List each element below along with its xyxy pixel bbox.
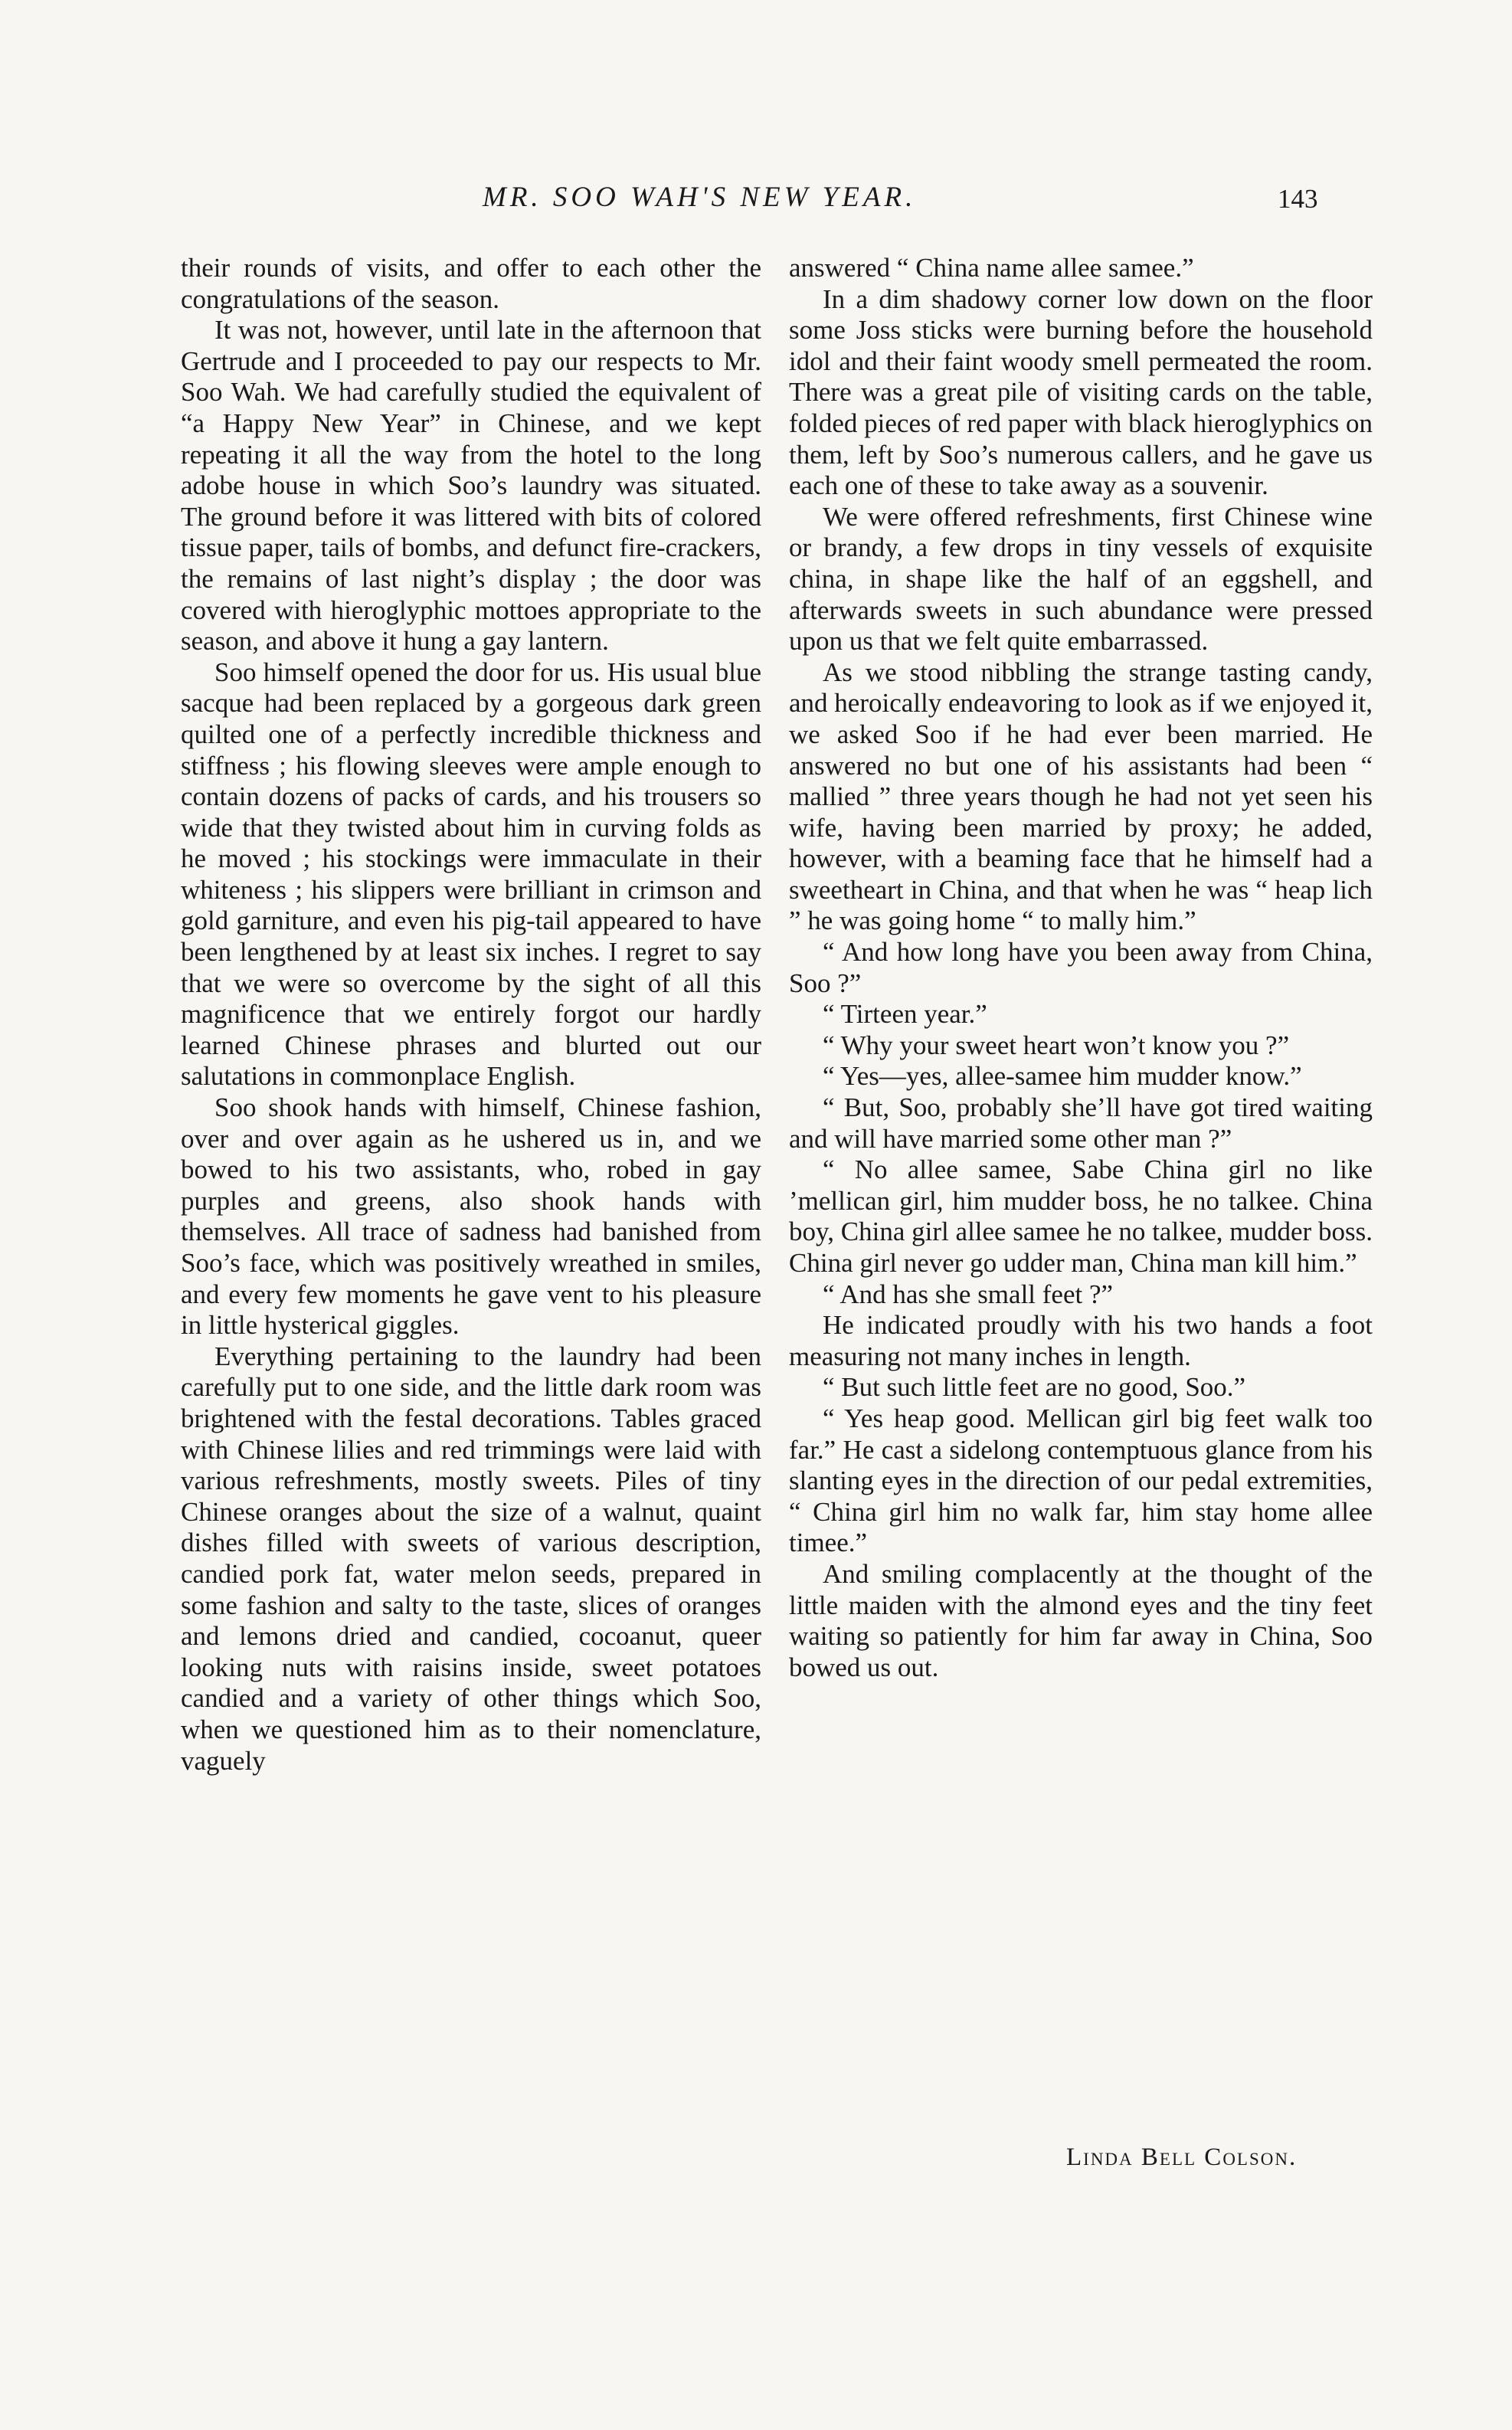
paragraph: He indicated proudly with his two hands a foot measuring not many inches in length.: [789, 1310, 1373, 1371]
paragraph: answered “ China name allee samee.”: [789, 253, 1194, 283]
paragraph: “ Why your sweet heart won’t know you ?”: [823, 1030, 1290, 1060]
paragraph: “ Yes heap good. Mellican girl big feet walk too far.” He cast a sidelong contemptuous glance from his slanting eyes in the direction of our pedal extremities, “ China girl him no walk far, him stay home allee timee.”: [789, 1403, 1373, 1558]
paragraph: We were offered refreshments, first Chinese wine or brandy, a few drops in tiny vessels of exquisite china, in shape like the half of an eggshell, and afterwards sweets in such abundance were pressed upon us that we felt quite embarrassed.: [789, 501, 1373, 657]
right-column: [789, 253, 1373, 1683]
paragraph: As we stood nibbling the strange tasting candy, and heroically endeavoring to look as if we enjoyed it, we asked Soo if he had ever been married. He answered no but one of his assistants had been “ mallied ” three years though he had not yet seen his wife, having been married by proxy; he added, however, with a beaming face that he himself had a sweetheart in China, and that when he was “ heap lich ” he was going home “ to mally him.”: [789, 657, 1373, 936]
paragraph: “ No allee samee, Sabe China girl no like ’mellican girl, him mudder boss, he no talkee. China boy, China girl allee samee he no talkee, mudder boss. China girl never go udder man, China man kill him.”: [789, 1154, 1373, 1278]
paragraph: “ And has she small feet ?”: [823, 1279, 1114, 1309]
paragraph: “ And how long have you been away from China, Soo ?”: [789, 937, 1373, 998]
paragraph: And smiling complacently at the thought of the little maiden with the almond eyes and the tiny feet waiting so patiently for him far away in China, Soo bowed us out.: [789, 1558, 1373, 1682]
running-head: MR. SOO WAH'S NEW YEAR.: [483, 182, 917, 213]
author-signature: Linda Bell Colson.: [1066, 2143, 1298, 2171]
paragraph: “ Yes—yes, allee-samee him mudder know.”: [823, 1061, 1302, 1092]
paragraph: their rounds of visits, and offer to each other the congratulations of the season.: [181, 253, 761, 314]
page-number: 143: [1278, 184, 1318, 214]
paragraph: “ But such little feet are no good, Soo.”: [823, 1372, 1246, 1403]
paragraph: “ But, Soo, probably she’ll have got tired waiting and will have married some other man ?”: [789, 1092, 1373, 1154]
paragraph: In a dim shadowy corner low down on the floor some Joss sticks were burning before the household idol and their faint woody smell permeated the room. There was a great pile of visiting cards on the table, folded pieces of red paper with black hieroglyphics on them, left by Soo’s numerous callers, and he gave us each one of these to take away as a souvenir.: [789, 283, 1373, 501]
left-column: [181, 253, 761, 1777]
paragraph: Everything pertaining to the laundry had been carefully put to one side, and the little dark room was brightened with the festal decorations. Tables graced with Chinese lilies and red trimmings were laid with various refreshments, mostly sweets. Piles of tiny Chinese oranges about the size of a walnut, quaint dishes filled with sweets of various description, candied pork fat, water melon seeds, prepared in some fashion and salty to the taste, slices of oranges and lemons dried and candied, cocoanut, queer looking nuts with raisins inside, sweet potatoes candied and a variety of other things which Soo, when we questioned him as to their nomenclature, vaguely: [181, 1341, 761, 1776]
paragraph: Soo shook hands with himself, Chinese fashion, over and over again as he ushered us in, and we bowed to his two assistants, who, robed in gay purples and greens, also shook hands with themselves. All trace of sadness had banished from Soo’s face, which was positively wreathed in smiles, and every few moments he gave vent to his pleasure in little hysterical giggles.: [181, 1092, 761, 1341]
paragraph: It was not, however, until late in the afternoon that Gertrude and I proceeded to pay our respects to Mr. Soo Wah. We had carefully studied the equivalent of “a Happy New Year” in Chinese, and we kept repeating it all the way from the hotel to the long adobe house in which Soo’s laundry was situated. The ground before it was littered with bits of colored tissue paper, tails of bombs, and defunct fire-crackers, the remains of last night’s display ; the door was covered with hieroglyphic mottoes appropriate to the season, and above it hung a gay lantern.: [181, 315, 761, 657]
paragraph: Soo himself opened the door for us. His usual blue sacque had been replaced by a gorgeous dark green quilted one of a perfectly incredible thickness and stiffness ; his flowing sleeves were ample enough to contain dozens of packs of cards, and his trousers so wide that they twisted about him in curving folds as he moved ; his stockings were immaculate in their whiteness ; his slippers were brilliant in crimson and gold garniture, and even his pig-tail appeared to have been lengthened by at least six inches. I regret to say that we were so overcome by the sight of all this magnificence that we entirely forgot our hardly learned Chinese phrases and blurted out our salutations in commonplace English.: [181, 657, 761, 1092]
paragraph: “ Tirteen year.”: [823, 999, 987, 1030]
